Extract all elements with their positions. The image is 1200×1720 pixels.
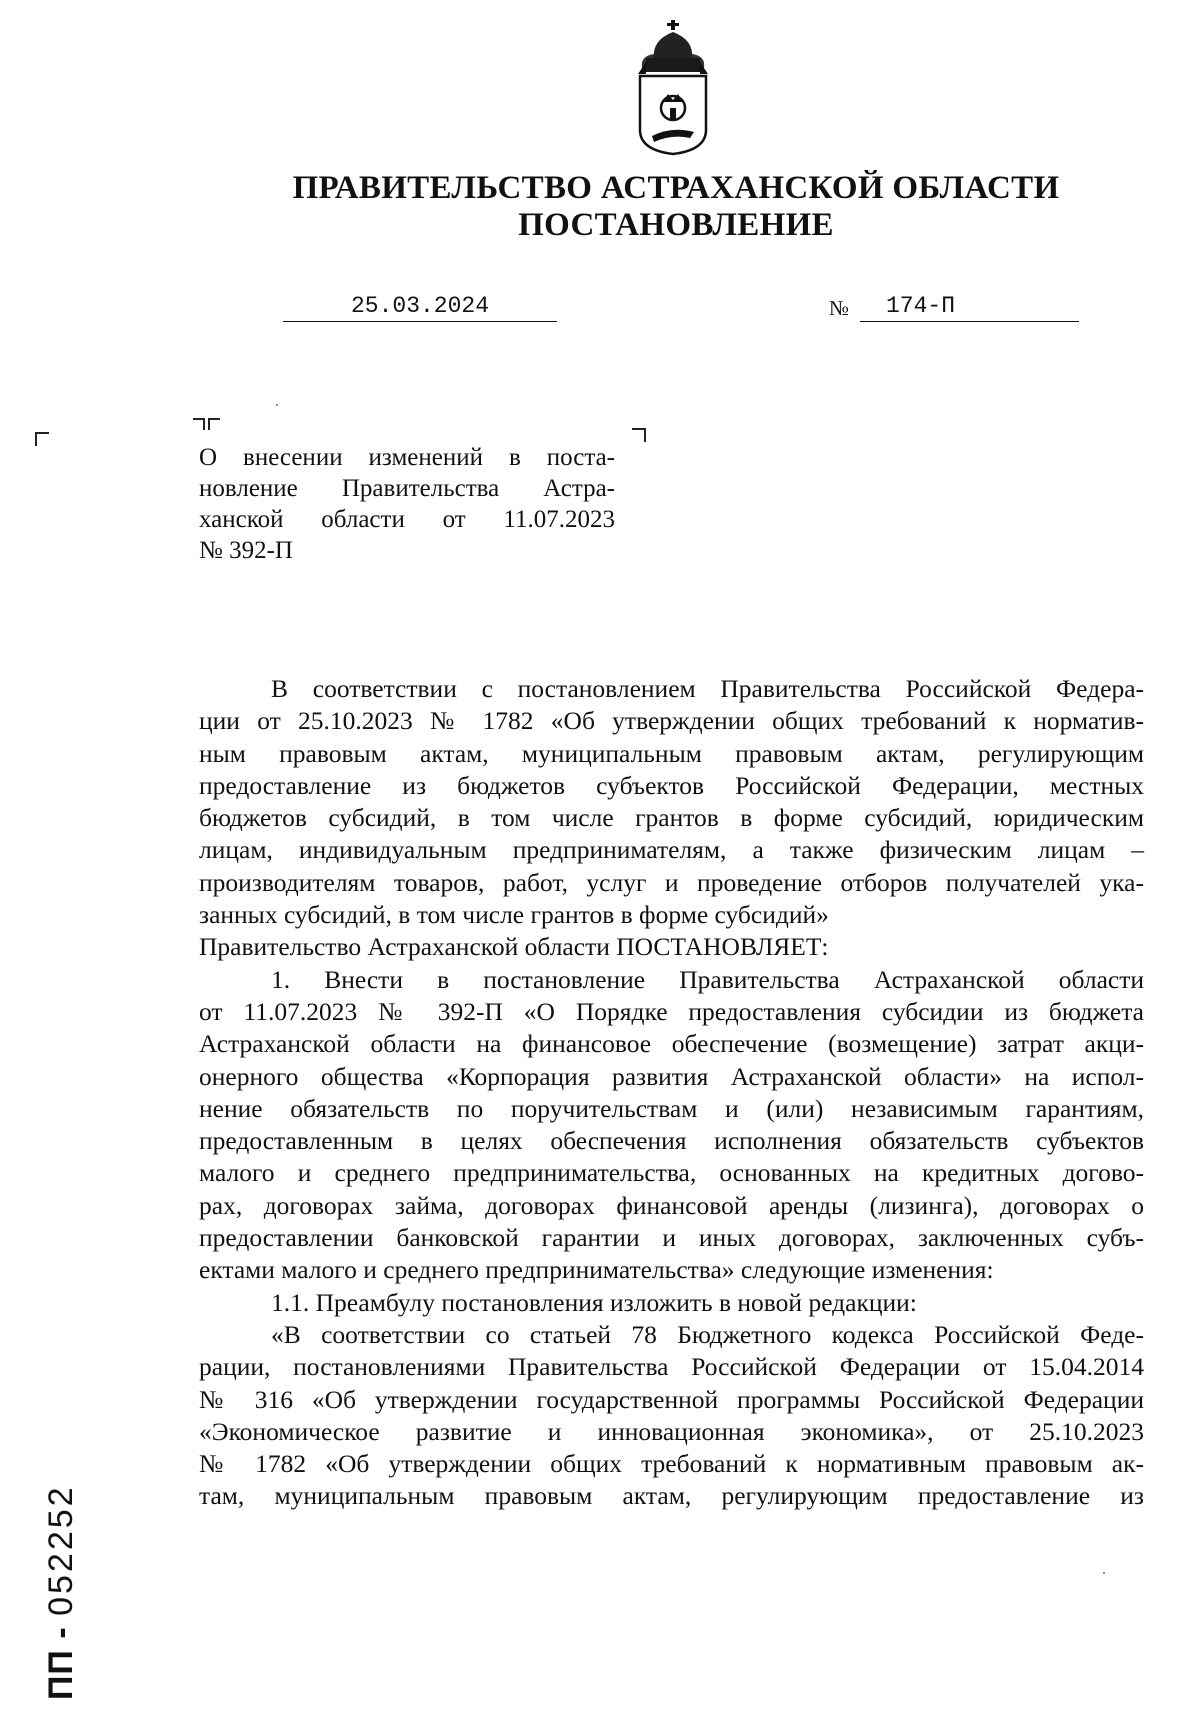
document-type-title: ПОСТАНОВЛЕНИЕ: [518, 207, 834, 243]
body-line: нение обязательств по поручительствам и (или) независимым гарантиям,: [199, 1093, 1144, 1123]
body-line: рах, договорах займа, договорах финансовой аренды (лизинга), договорах о: [199, 1190, 1144, 1220]
body-line: занных субсидий, в том числе грантов в форме субсидий»: [199, 900, 829, 930]
coat-of-arms-emblem: [632, 18, 714, 158]
body-line: «Экономическое развитие и инновационная экономика», от 25.10.2023: [199, 1416, 1144, 1446]
body-line: онерного общества «Корпорация развития Астраханской области» на испол-: [199, 1061, 1144, 1091]
body-line: ным правовым актам, муниципальным правовым актам, регулирующим: [199, 738, 1144, 768]
body-line: от 11.07.2023 № 392-П «О Порядке предоставления субсидии из бюджета: [199, 996, 1144, 1026]
body-line: предоставлении банковской гарантии и иных договорах, заключенных субъ-: [199, 1223, 1144, 1253]
body-line: 1.1. Преамбулу постановления изложить в новой редакции:: [271, 1287, 917, 1317]
body-line: производителям товаров, работ, услуг и проведение отборов получателей ука-: [199, 867, 1144, 897]
number-sign: №: [829, 296, 850, 320]
body-line: «В соответствии со статьей 78 Бюджетного кодекса Российской Феде-: [271, 1319, 1144, 1349]
body-line: рации, постановлениями Правительства Российской Федерации от 15.04.2014: [199, 1352, 1144, 1382]
body-line: малого и среднего предпринимательства, основанных на кредитных догово-: [199, 1158, 1144, 1188]
body-line: 1. Внести в постановление Правительства Астраханской области: [271, 964, 1144, 994]
side-serial-stamp: [42, 1484, 81, 1700]
document-body: [199, 673, 1144, 1513]
body-line: предоставление из бюджетов субъектов Российской Федерации, местных: [199, 770, 1144, 800]
scan-speck: [1103, 1572, 1105, 1574]
corner-mark-subject-2: [208, 418, 220, 430]
subject-line: О внесении изменений в поста-: [199, 444, 615, 471]
corner-mark-right: [632, 428, 646, 442]
document-date: 25.03.2024: [283, 292, 557, 322]
resolution-line: Правительство Астраханской области ПОСТАНОВЛЯЕТ:: [199, 932, 829, 962]
body-line: предоставленным в целях обеспечения исполнения обязательств субъектов: [199, 1126, 1144, 1156]
subject-line: № 392-П: [199, 537, 293, 564]
body-line: Астраханской области на финансовое обеспечение (возмещение) затрат акци-: [199, 1029, 1144, 1059]
body-line: № 316 «Об утверждении государственной программы Российской Федерации: [199, 1384, 1144, 1414]
corner-mark-left: [35, 432, 49, 446]
body-line: В соответствии с постановлением Правительства Российской Федера-: [271, 674, 1144, 703]
body-line: ектами малого и среднего предпринимательства» следующие изменения:: [199, 1255, 994, 1285]
body-line: № 1782 «Об утверждении общих требований к нормативным правовым ак-: [199, 1449, 1144, 1479]
authority-title: ПРАВИТЕЛЬСТВО АСТРАХАНСКОЙ ОБЛАСТИ: [292, 170, 1060, 206]
stamp-prefix: ПП -: [42, 1626, 80, 1700]
subject-block: [199, 442, 615, 566]
subject-line: ханской области от 11.07.2023: [199, 506, 615, 533]
body-line: лицам, индивидуальным предпринимателям, а также физическим лицам –: [199, 835, 1144, 865]
document-number: 174-П: [860, 292, 1079, 322]
stamp-number: 052252: [42, 1484, 80, 1616]
body-line: ции от 25.10.2023 № 1782 «Об утверждении общих требований к норматив-: [199, 706, 1144, 736]
scan-speck: [276, 404, 278, 406]
body-line: там, муниципальным правовым актам, регулирующим предоставление из: [199, 1481, 1144, 1511]
corner-mark-subject-1: [193, 418, 205, 430]
body-line: бюджетов субсидий, в том числе грантов в форме субсидий, юридическим: [199, 803, 1144, 833]
subject-line: новление Правительства Астра-: [199, 475, 615, 502]
